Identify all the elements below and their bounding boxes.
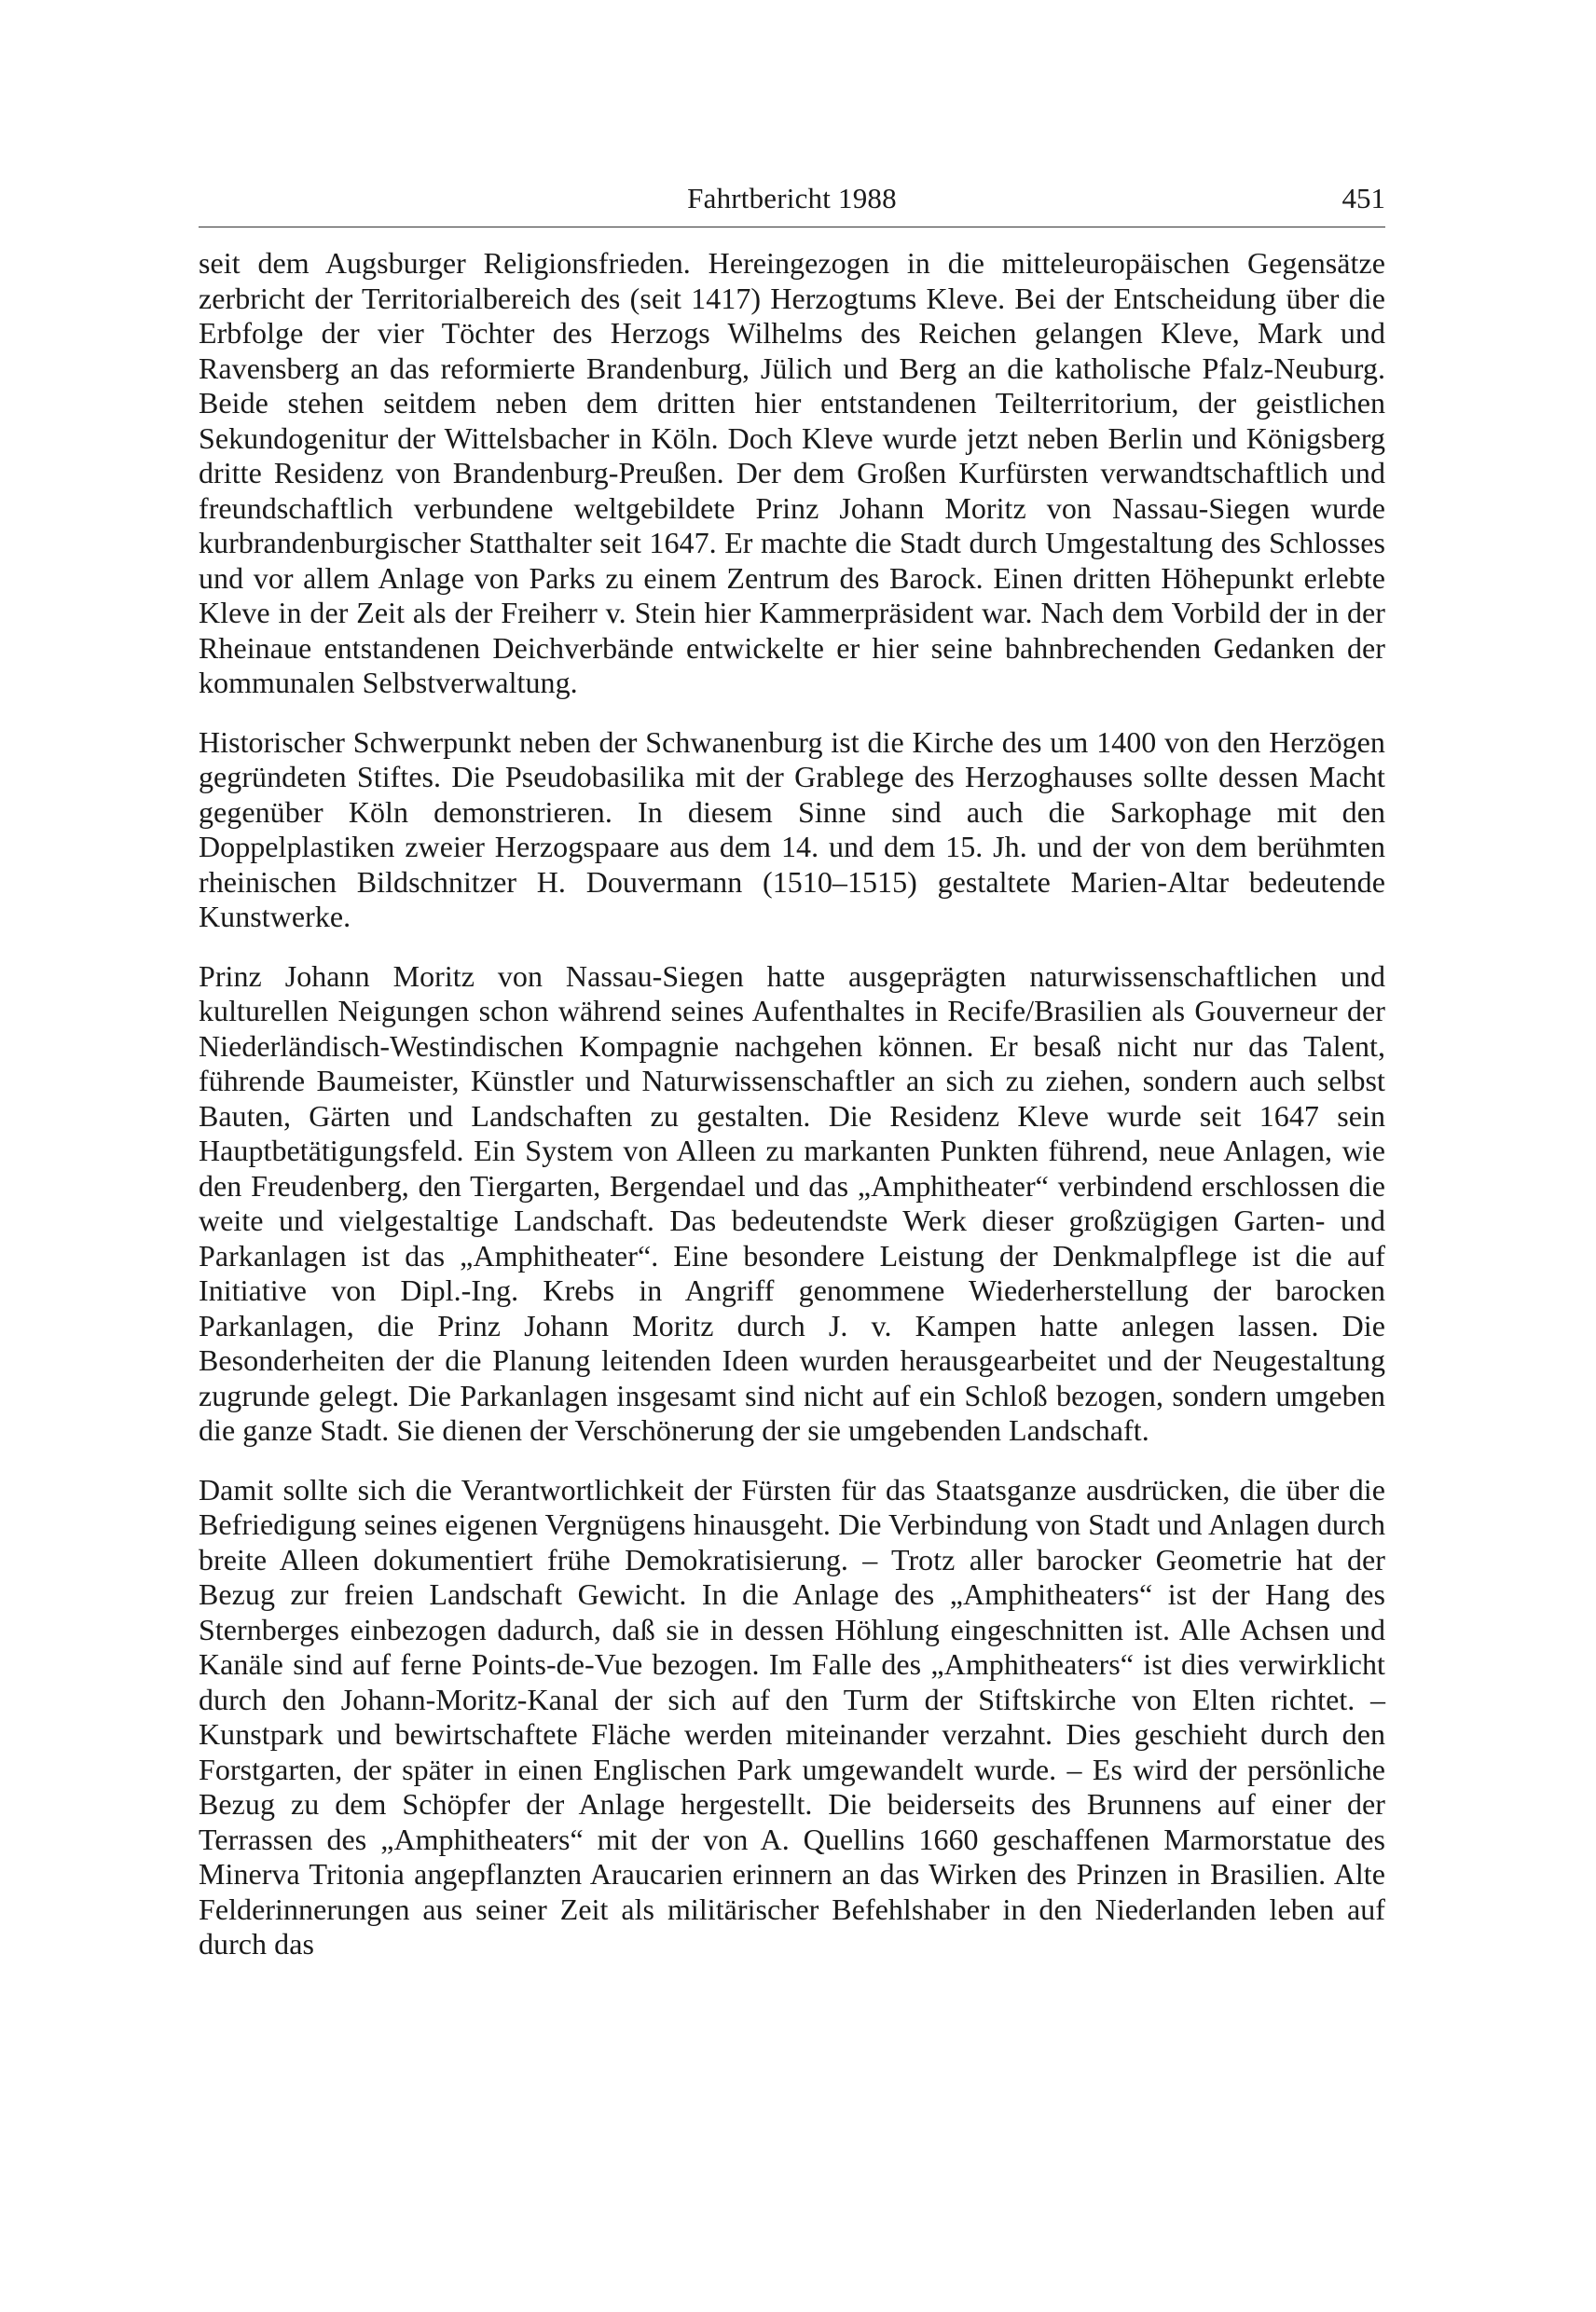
paragraph-johann-moritz: Prinz Johann Moritz von Nassau-Siegen hatte ausgeprägten naturwissenschaftlichen und kulturellen Neigungen schon während seines Aufenthaltes in Recife/Brasilien als Gouverneur der Niederländisch-Westindischen Kompagnie nachgehen können. Er besaß nicht nur das Talent, führende Baumeister, Künstler und Naturwissenschaftler an sich zu ziehen, sondern auch selbst Bauten, Gärten und Landschaften zu gestalten. Die Residenz Kleve wurde seit 1647 sein Hauptbetätigungsfeld. Ein System von Alleen zu markanten Punkten führend, neue Anlagen, wie den Freudenberg, den Tiergarten, Bergendael und das „Amphitheater“ verbindend erschlossen die weite und vielgestaltige Landschaft. Das bedeutendste Werk dieser großzügigen Garten- und Parkanlagen ist das „Amphitheater“. Eine besondere Leistung der Denkmalpflege ist die auf Initiative von Dipl.-Ing. Krebs in Angriff genommene Wiederherstellung der barocken Parkanlagen, die Prinz Johann Moritz durch J. v. Kampen hatte anlegen lassen. Die Besonderheiten der die Planung leitenden Ideen wurden herausgearbeitet und der Neugestaltung zugrunde gelegt. Die Parkanlagen insgesamt sind nicht auf ein Schloß bezogen, sondern umgeben die ganze Stadt. Sie dienen der Verschönerung der sie umgebenden Landschaft. xyxy=(199,958,1385,1447)
book-page xyxy=(199,172,1385,1987)
paragraph-stiftskirche: Historischer Schwerpunkt neben der Schwanenburg ist die Kirche des um 1400 von den Herzögen gegründeten Stiftes. Die Pseudobasilika mit der Grablege des Herzoghauses sollte dessen Macht gegenüber Köln demonstrieren. In diesem Sinne sind auch die Sarkophage mit den Doppelplastiken zweier Herzogspaare aus dem 14. und dem 15. Jh. und der von dem berühmten rheinischen Bildschnitzer H. Douvermann (1510–1515) gestaltete Marien-Altar bedeutende Kunstwerke. xyxy=(199,724,1385,933)
body-text xyxy=(199,246,1385,1962)
paragraph-amphitheater: Damit sollte sich die Verantwortlichkeit der Fürsten für das Staatsganze ausdrücken, die über die Befriedigung seines eigenen Vergnügens hinausgeht. Die Verbindung von Stadt und Anlagen durch breite Alleen dokumentiert frühe Demokratisierung. – Trotz aller barocker Geometrie hat der Bezug zur freien Landschaft Gewicht. In die Anlage des „Amphitheaters“ ist der Hang des Sternberges einbezogen dadurch, daß sie in dessen Höhlung eingeschnitten ist. Alle Achsen und Kanäle sind auf ferne Points-de-Vue bezogen. Im Falle des „Amphitheaters“ ist dies verwirklicht durch den Johann-Moritz-Kanal der sich auf den Turm der Stiftskirche von Elten richtet. – Kunstpark und bewirtschaftete Fläche werden miteinander verzahnt. Dies geschieht durch den Forstgarten, der später in einen Englischen Park umgewandelt wurde. – Es wird der persönliche Bezug zu dem Schöpfer der Anlage hergestellt. Die beiderseits des Brunnens auf einer der Terrassen des „Amphitheaters“ mit der von A. Quellins 1660 geschaffenen Marmorstatue des Minerva Tritonia angepflanzten Araucarien erinnern an das Wirken des Prinzen in Brasilien. Alte Felderinnerungen aus seiner Zeit als militärischer Befehlshaber in den Niederlanden leben auf durch das xyxy=(199,1472,1385,1961)
page-number: 451 xyxy=(1341,182,1385,214)
running-header xyxy=(199,172,1385,227)
running-title: Fahrtbericht 1988 xyxy=(687,182,897,214)
paragraph-kleve-history: seit dem Augsburger Religionsfrieden. Hereingezogen in die mitteleuropäischen Gegensätze zerbricht der Territorialbereich des (seit 1417) Herzogtums Kleve. Bei der Entscheidung über die Erbfolge der vier Töchter des Herzogs Wilhelms des Reichen gelangen Kleve, Mark und Ravensberg an das reformierte Brandenburg, Jülich und Berg an die katholische Pfalz-Neuburg. Beide stehen seitdem neben dem dritten hier entstandenen Teilterritorium, der geistlichen Sekundogenitur der Wittelsbacher in Köln. Doch Kleve wurde jetzt neben Berlin und Königsberg dritte Residenz von Brandenburg-Preußen. Der dem Großen Kurfürsten verwandtschaftlich und freundschaftlich verbundene weltgebildete Prinz Johann Moritz von Nassau-Siegen wurde kurbrandenburgischer Statthalter seit 1647. Er machte die Stadt durch Umgestaltung des Schlosses und vor allem Anlage von Parks zu einem Zentrum des Barock. Einen dritten Höhepunkt erlebte Kleve in der Zeit als der Freiherr v. Stein hier Kammerpräsident war. Nach dem Vorbild der in der Rheinaue entstandenen Deichverbände entwickelte er hier seine bahnbrechenden Gedanken der kommunalen Selbstverwaltung. xyxy=(199,246,1385,699)
